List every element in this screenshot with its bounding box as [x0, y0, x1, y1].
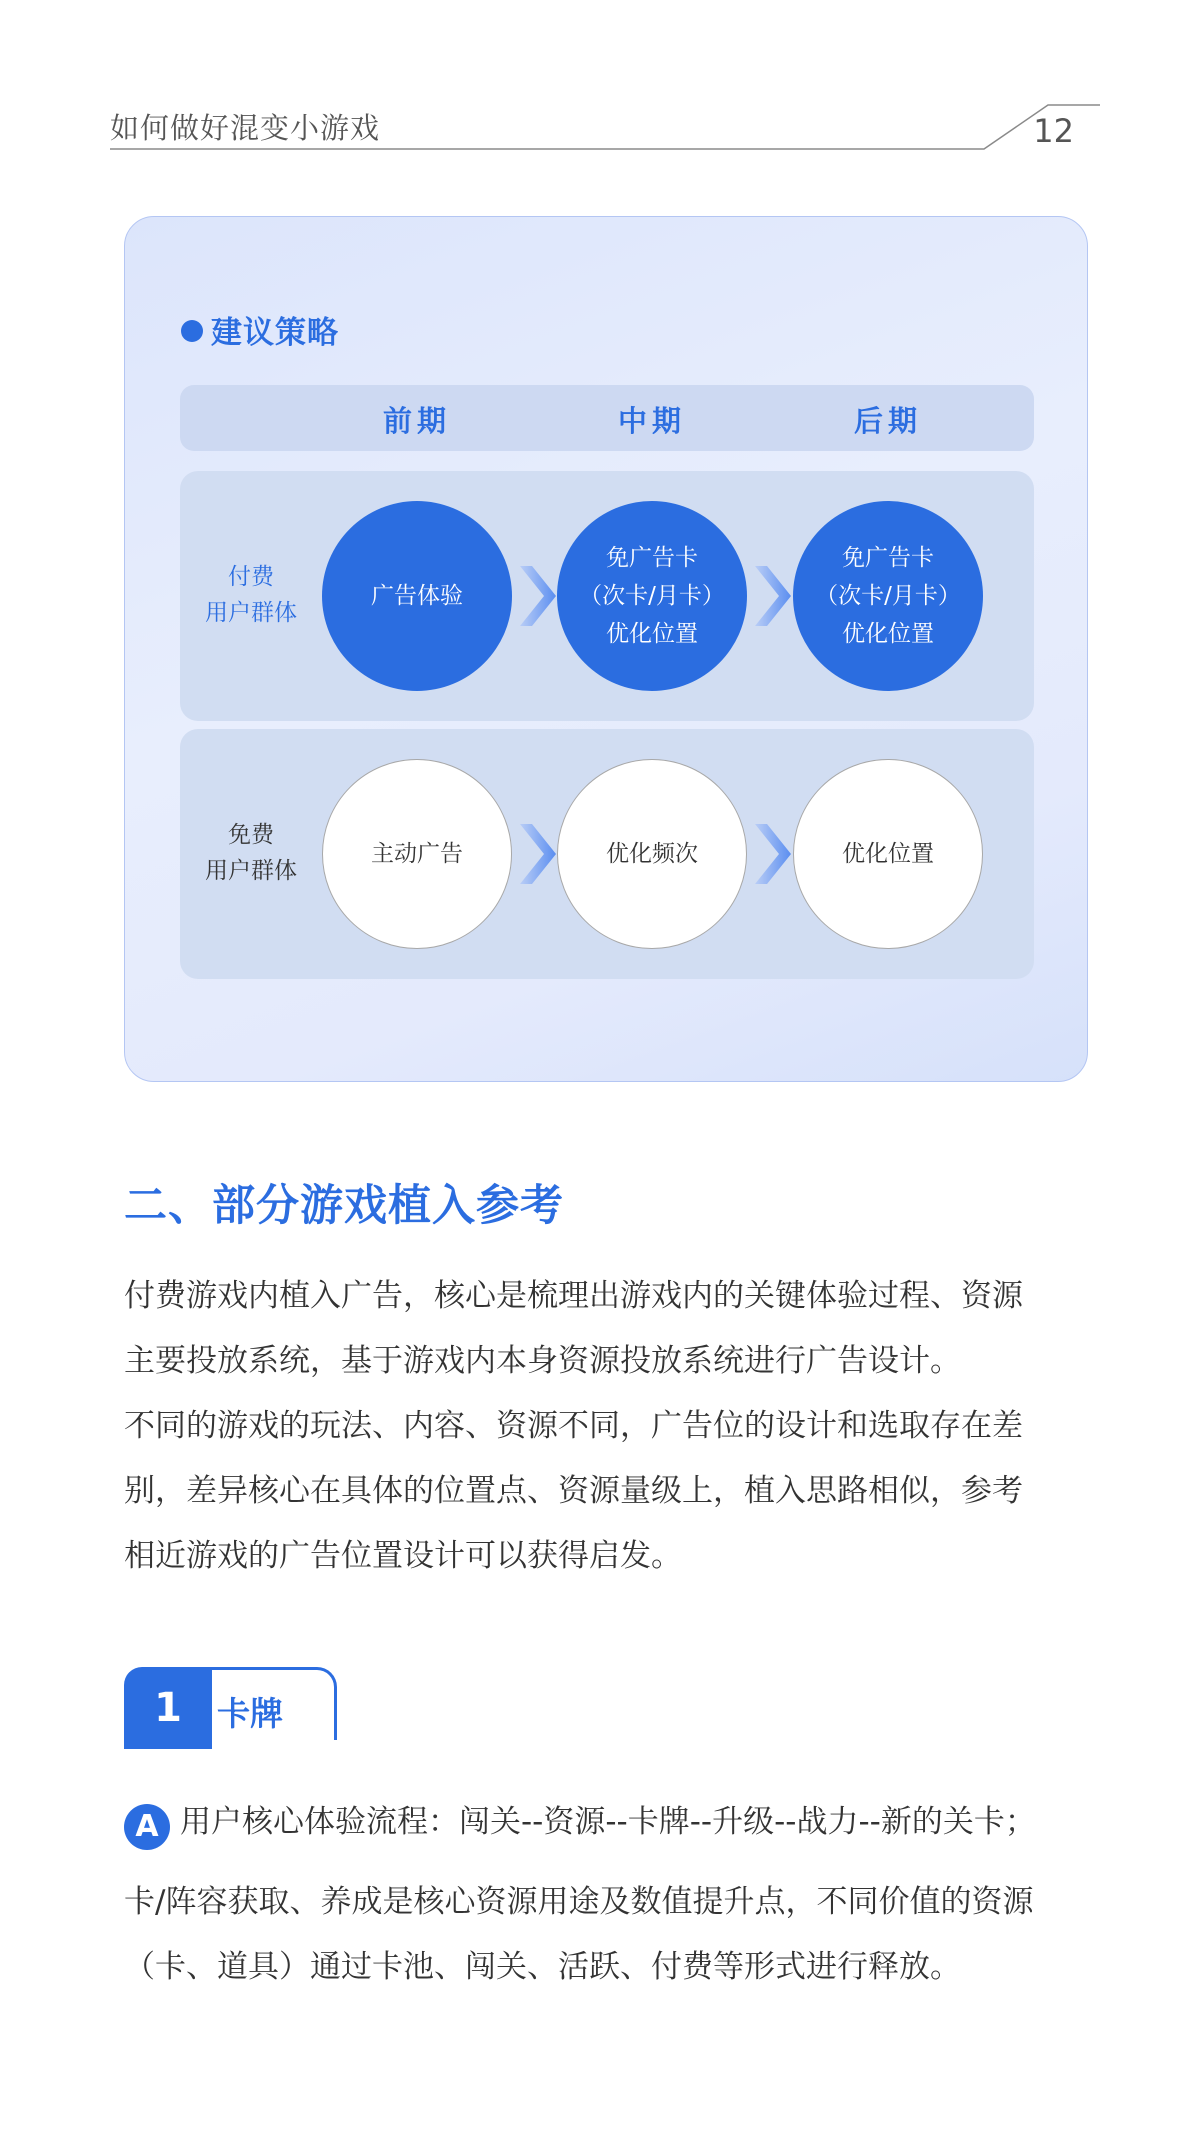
- phase-late: 后期: [853, 404, 922, 438]
- free-users-row: [180, 729, 1034, 979]
- closing-paragraph: [124, 1870, 1092, 2000]
- paid-stage-middle: [557, 501, 747, 691]
- stage-text: 免广告卡: [606, 545, 698, 571]
- tag-frame: [208, 1667, 337, 1740]
- paragraph-line: 卡/阵容获取、养成是核心资源用途及数值提升点，不同价值的资源: [124, 1884, 1034, 1920]
- stage-text: 优化位置: [842, 621, 934, 647]
- phase-header-bar: [180, 385, 1034, 451]
- paid-users-label: [180, 559, 322, 631]
- stage-text: 主动广告: [371, 841, 463, 867]
- subsection-tag: [124, 1667, 334, 1749]
- stage-text: 广告体验: [371, 583, 463, 609]
- chevron-right-icon: [755, 566, 791, 626]
- paid-users-label-line: 用户群体: [205, 600, 297, 626]
- stage-text: 优化频次: [606, 841, 698, 867]
- chevron-right-icon: [520, 824, 556, 884]
- free-users-label-line: 用户群体: [205, 858, 297, 884]
- bullet-badge: A: [124, 1804, 170, 1850]
- document-title: 如何做好混变小游戏: [110, 111, 381, 145]
- section-heading: 二、部分游戏植入参考: [124, 1181, 564, 1231]
- paragraph-line: 付费游戏内植入广告，核心是梳理出游戏内的关键体验过程、资源: [124, 1278, 1023, 1314]
- subsection-number: 1: [124, 1667, 212, 1749]
- paragraph-line: 相近游戏的广告位置设计可以获得启发。: [124, 1538, 682, 1574]
- chevron-right-icon: [520, 566, 556, 626]
- paid-stage-early: [322, 501, 512, 691]
- paid-stage-late: [793, 501, 983, 691]
- free-users-label: [180, 817, 322, 889]
- bullet-dot-icon: [181, 320, 203, 342]
- stage-text: 免广告卡: [842, 545, 934, 571]
- free-stage-early: [322, 759, 512, 949]
- page-number: 12: [1033, 112, 1074, 150]
- free-users-label-line: 免费: [228, 822, 274, 848]
- phase-early: 前期: [382, 404, 451, 438]
- chevron-right-icon: [755, 824, 791, 884]
- paragraph-line: 主要投放系统，基于游戏内本身资源投放系统进行广告设计。: [124, 1343, 961, 1379]
- free-stage-late: [793, 759, 983, 949]
- stage-text: 优化位置: [842, 841, 934, 867]
- card-title: [181, 307, 339, 352]
- page-header: [110, 100, 1100, 160]
- stage-text: （次卡/月卡）: [579, 583, 725, 609]
- phase-middle: 中期: [617, 404, 686, 438]
- paragraph-line: 别，差异核心在具体的位置点、资源量级上，植入思路相似，参考: [124, 1473, 1023, 1509]
- card-title-text: 建议策略: [211, 315, 339, 351]
- paragraph-line: （卡、道具）通过卡池、闯关、活跃、付费等形式进行释放。: [124, 1949, 961, 1985]
- bullet-text: 用户核心体验流程：闯关--资源--卡牌--升级--战力--新的关卡；: [180, 1804, 1036, 1840]
- paragraph-line: 不同的游戏的玩法、内容、资源不同，广告位的设计和选取存在差: [124, 1408, 1023, 1444]
- strategy-card: [124, 216, 1088, 1082]
- paid-users-row: [180, 471, 1034, 721]
- paid-users-label-line: 付费: [228, 564, 274, 590]
- subsection-label: 卡牌: [190, 1670, 310, 1752]
- stage-text: （次卡/月卡）: [815, 583, 961, 609]
- stage-text: 优化位置: [606, 621, 698, 647]
- section-paragraph: [124, 1264, 1092, 1589]
- bullet-item: [124, 1796, 1036, 1850]
- free-stage-middle: [557, 759, 747, 949]
